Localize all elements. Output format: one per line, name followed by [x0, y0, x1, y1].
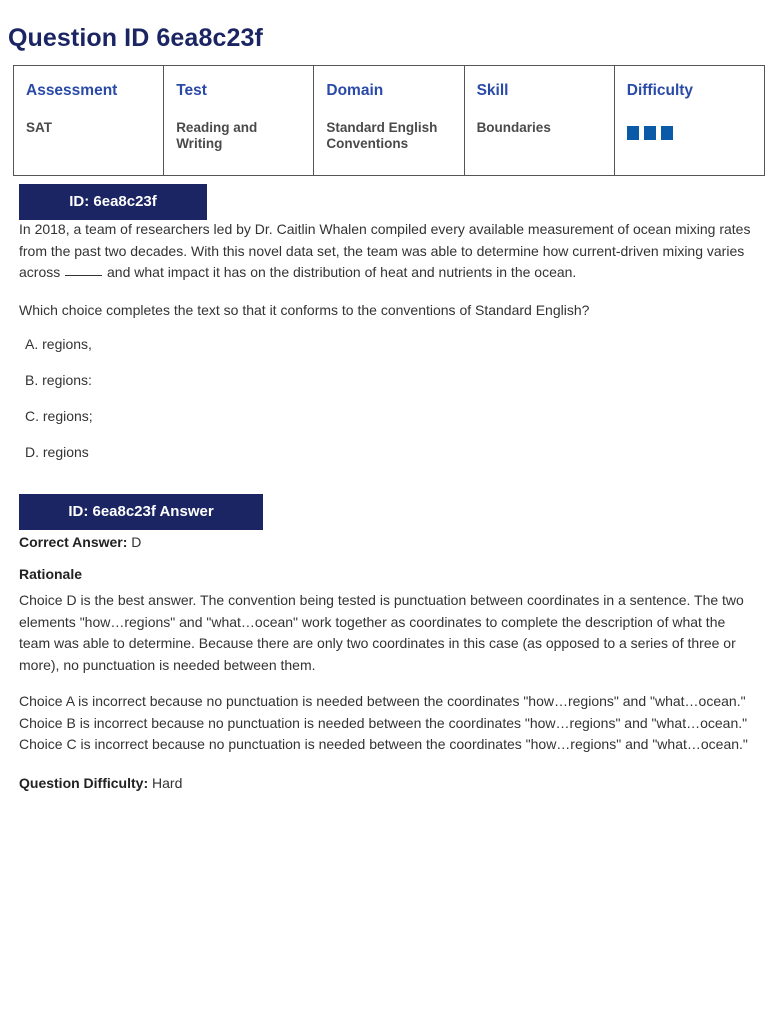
meta-cell-domain	[314, 66, 464, 176]
meta-difficulty-label: Difficulty	[626, 82, 694, 99]
difficulty-bar	[627, 126, 639, 140]
question-prompt: Which choice completes the text so that it conforms to the conventions of Standard English?	[19, 302, 590, 318]
rationale-incorrect-choices	[19, 691, 754, 756]
meta-test-value: Reading and Writing	[176, 120, 258, 151]
rationale-choice-c: Choice C is incorrect because no punctuation is needed between the coordinates "how…regions" and "what…ocean."	[19, 736, 748, 752]
meta-test-label: Test	[176, 82, 207, 99]
choice-b[interactable]: B. regions:	[25, 372, 92, 388]
meta-cell-difficulty	[614, 66, 764, 176]
meta-domain-value-line2: Conventions	[326, 136, 409, 151]
correct-answer	[19, 534, 141, 550]
passage-after-blank: and what impact it has on the distribution of heat and nutrients in the ocean.	[107, 264, 577, 280]
answer-choices	[25, 336, 93, 480]
page-title: Question ID 6ea8c23f	[8, 24, 263, 52]
passage-before-blank: In 2018, a team of researchers led by Dr. Caitlin Whalen compiled every available measurement of ocean mixing rates from the past two decades. With this novel data set, the team was able to determine how current-driven mixing varies across	[19, 221, 751, 280]
choice-d[interactable]: D. regions	[25, 444, 89, 460]
question-meta-table	[13, 65, 765, 176]
meta-domain-value-line1: Standard English	[326, 120, 438, 135]
question-id-banner: ID: 6ea8c23f	[19, 184, 207, 220]
rationale-choice-b: Choice B is incorrect because no punctuation is needed between the coordinates "how…regions" and "what…ocean."	[19, 714, 748, 731]
meta-skill-label: Skill	[476, 82, 509, 99]
meta-cell-test	[164, 66, 314, 176]
question-difficulty-label: Question Difficulty:	[19, 775, 149, 791]
question-difficulty-value: Hard	[152, 775, 183, 791]
answer-id-banner: ID: 6ea8c23f Answer	[19, 494, 263, 530]
choice-a[interactable]: A. regions,	[25, 336, 92, 352]
meta-assessment-label: Assessment	[26, 82, 118, 99]
meta-skill-value: Boundaries	[476, 120, 551, 135]
meta-cell-assessment	[14, 66, 164, 176]
choice-c[interactable]: C. regions;	[25, 408, 93, 424]
meta-domain-label: Domain	[326, 82, 384, 99]
rationale-main: Choice D is the best answer. The convention being tested is punctuation between coordinates in a sentence. The two elements "how…regions" and "what…ocean" work together as coordinates to complete the description of what the team was able to determine. Because there are only two coordinates in this case (as opposed to a series of three or more), no punctuation is needed between them.	[19, 592, 744, 673]
meta-domain-value	[326, 120, 451, 152]
correct-answer-value: D	[131, 534, 142, 550]
meta-assessment-value: SAT	[26, 120, 52, 135]
question-difficulty	[19, 775, 182, 791]
correct-answer-label: Correct Answer:	[19, 534, 128, 550]
difficulty-indicator	[627, 126, 752, 140]
question-passage	[19, 219, 754, 284]
passage-blank	[65, 275, 102, 276]
difficulty-bar	[644, 126, 656, 140]
meta-cell-skill	[464, 66, 614, 176]
difficulty-bar	[661, 126, 673, 140]
rationale-heading: Rationale	[19, 566, 83, 582]
rationale-choice-a: Choice A is incorrect because no punctuation is needed between the coordinates "how…regions" and "what…ocean."	[19, 693, 746, 709]
